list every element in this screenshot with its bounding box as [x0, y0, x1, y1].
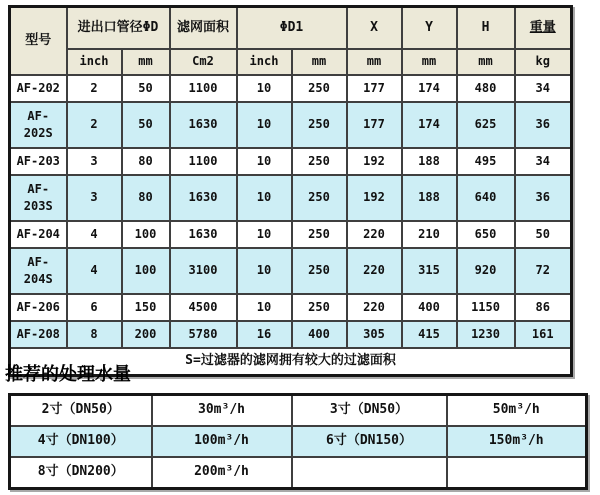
- spec-cell: 5780: [170, 321, 237, 348]
- spec-header-model: 型号: [10, 7, 67, 76]
- spec-cell: 100: [122, 221, 170, 248]
- spec-cell: 50: [515, 221, 572, 248]
- spec-cell: 161: [515, 321, 572, 348]
- spec-cell: 250: [292, 148, 347, 175]
- spec-cell: 4500: [170, 294, 237, 321]
- flow-rate-cell: 30m³/h: [152, 395, 292, 427]
- flow-size-cell: 4寸（DN100）: [10, 426, 152, 457]
- spec-cell: 4: [67, 248, 122, 294]
- spec-cell: 36: [515, 175, 572, 221]
- table-row: [10, 457, 587, 489]
- spec-cell: 625: [457, 102, 515, 148]
- spec-header-y: Y: [402, 7, 457, 50]
- spec-header-row: [10, 7, 572, 50]
- spec-unit: mm: [347, 49, 402, 75]
- spec-cell-model: AF-206: [10, 294, 67, 321]
- spec-header-weight: 重量: [515, 7, 572, 50]
- spec-cell: 10: [237, 148, 292, 175]
- spec-cell: 6: [67, 294, 122, 321]
- flow-rate-cell: 100m³/h: [152, 426, 292, 457]
- section-heading-recommended-flow: 推荐的处理水量: [5, 364, 131, 385]
- spec-cell: 250: [292, 248, 347, 294]
- spec-cell: 177: [347, 102, 402, 148]
- table-row: [10, 294, 572, 321]
- flow-size-cell: 6寸（DN150）: [292, 426, 447, 457]
- spec-cell: 400: [292, 321, 347, 348]
- spec-cell: 100: [122, 248, 170, 294]
- spec-cell: 250: [292, 175, 347, 221]
- flow-rate-cell: 200m³/h: [152, 457, 292, 489]
- table-row: [10, 248, 572, 294]
- spec-cell: 640: [457, 175, 515, 221]
- spec-cell: 174: [402, 75, 457, 102]
- spec-cell: 210: [402, 221, 457, 248]
- spec-cell: 72: [515, 248, 572, 294]
- spec-units-row: [10, 49, 572, 75]
- spec-header-h: H: [457, 7, 515, 50]
- spec-unit: mm: [122, 49, 170, 75]
- spec-cell: 177: [347, 75, 402, 102]
- spec-cell: 250: [292, 294, 347, 321]
- spec-note: S=过滤器的滤网拥有较大的过滤面积: [10, 348, 572, 376]
- spec-cell: 415: [402, 321, 457, 348]
- spec-cell: 220: [347, 248, 402, 294]
- spec-cell: 50: [122, 75, 170, 102]
- spec-cell: 80: [122, 175, 170, 221]
- spec-cell: 480: [457, 75, 515, 102]
- spec-unit: inch: [237, 49, 292, 75]
- spec-cell: 1150: [457, 294, 515, 321]
- spec-unit: mm: [292, 49, 347, 75]
- spec-cell: 920: [457, 248, 515, 294]
- spec-cell: 1230: [457, 321, 515, 348]
- spec-cell: 250: [292, 75, 347, 102]
- spec-cell: 495: [457, 148, 515, 175]
- spec-cell: 80: [122, 148, 170, 175]
- flow-size-cell: 8寸（DN200）: [10, 457, 152, 489]
- spec-cell: 188: [402, 175, 457, 221]
- spec-cell-model: AF-204S: [10, 248, 67, 294]
- spec-cell-model: AF-204: [10, 221, 67, 248]
- spec-cell: 305: [347, 321, 402, 348]
- spec-cell: 34: [515, 75, 572, 102]
- table-row: [10, 321, 572, 348]
- spec-cell: 4: [67, 221, 122, 248]
- spec-cell: 3: [67, 148, 122, 175]
- spec-unit: mm: [402, 49, 457, 75]
- spec-cell: 10: [237, 102, 292, 148]
- spec-cell: 1630: [170, 102, 237, 148]
- table-row: [10, 426, 587, 457]
- spec-header-d1: ΦD1: [237, 7, 347, 50]
- spec-cell: 1100: [170, 75, 237, 102]
- table-row: [10, 102, 572, 148]
- spec-cell: 3100: [170, 248, 237, 294]
- spec-cell: 192: [347, 175, 402, 221]
- table-row: [10, 175, 572, 221]
- spec-header-inlet-diameter: 进出口管径ΦD: [67, 7, 170, 50]
- spec-cell: 2: [67, 102, 122, 148]
- spec-cell-model: AF-202: [10, 75, 67, 102]
- table-row: [10, 75, 572, 102]
- table-row: [10, 148, 572, 175]
- spec-cell: 315: [402, 248, 457, 294]
- spec-cell: 400: [402, 294, 457, 321]
- spec-cell: 188: [402, 148, 457, 175]
- table-row: [10, 395, 587, 427]
- spec-cell: 250: [292, 102, 347, 148]
- spec-cell: 16: [237, 321, 292, 348]
- spec-unit: Cm2: [170, 49, 237, 75]
- spec-unit: kg: [515, 49, 572, 75]
- spec-cell: 150: [122, 294, 170, 321]
- table-row: [10, 221, 572, 248]
- spec-cell: 200: [122, 321, 170, 348]
- spec-cell: 220: [347, 221, 402, 248]
- spec-cell: 220: [347, 294, 402, 321]
- spec-cell: 10: [237, 294, 292, 321]
- flow-table: [8, 393, 588, 490]
- spec-cell: 1100: [170, 148, 237, 175]
- spec-cell-model: AF-202S: [10, 102, 67, 148]
- flow-rate-cell: 50m³/h: [447, 395, 587, 427]
- spec-cell-model: AF-203: [10, 148, 67, 175]
- spec-cell: 1630: [170, 221, 237, 248]
- spec-cell: 34: [515, 148, 572, 175]
- flow-size-cell: 3寸（DN50）: [292, 395, 447, 427]
- spec-header-x: X: [347, 7, 402, 50]
- spec-table: [8, 5, 573, 377]
- spec-cell: 10: [237, 175, 292, 221]
- spec-cell: 174: [402, 102, 457, 148]
- spec-cell: 650: [457, 221, 515, 248]
- spec-cell: 50: [122, 102, 170, 148]
- spec-cell: 10: [237, 75, 292, 102]
- spec-cell: 2: [67, 75, 122, 102]
- spec-cell-model: AF-203S: [10, 175, 67, 221]
- spec-cell: 8: [67, 321, 122, 348]
- flow-rate-cell: [447, 457, 587, 489]
- flow-size-cell: [292, 457, 447, 489]
- spec-cell: 1630: [170, 175, 237, 221]
- flow-size-cell: 2寸（DN50）: [10, 395, 152, 427]
- spec-cell: 3: [67, 175, 122, 221]
- spec-cell: 86: [515, 294, 572, 321]
- spec-cell: 36: [515, 102, 572, 148]
- spec-cell: 10: [237, 221, 292, 248]
- flow-rate-cell: 150m³/h: [447, 426, 587, 457]
- spec-header-screen-area: 滤网面积: [170, 7, 237, 50]
- spec-cell: 10: [237, 248, 292, 294]
- spec-unit: inch: [67, 49, 122, 75]
- spec-unit: mm: [457, 49, 515, 75]
- spec-cell-model: AF-208: [10, 321, 67, 348]
- spec-cell: 250: [292, 221, 347, 248]
- spec-cell: 192: [347, 148, 402, 175]
